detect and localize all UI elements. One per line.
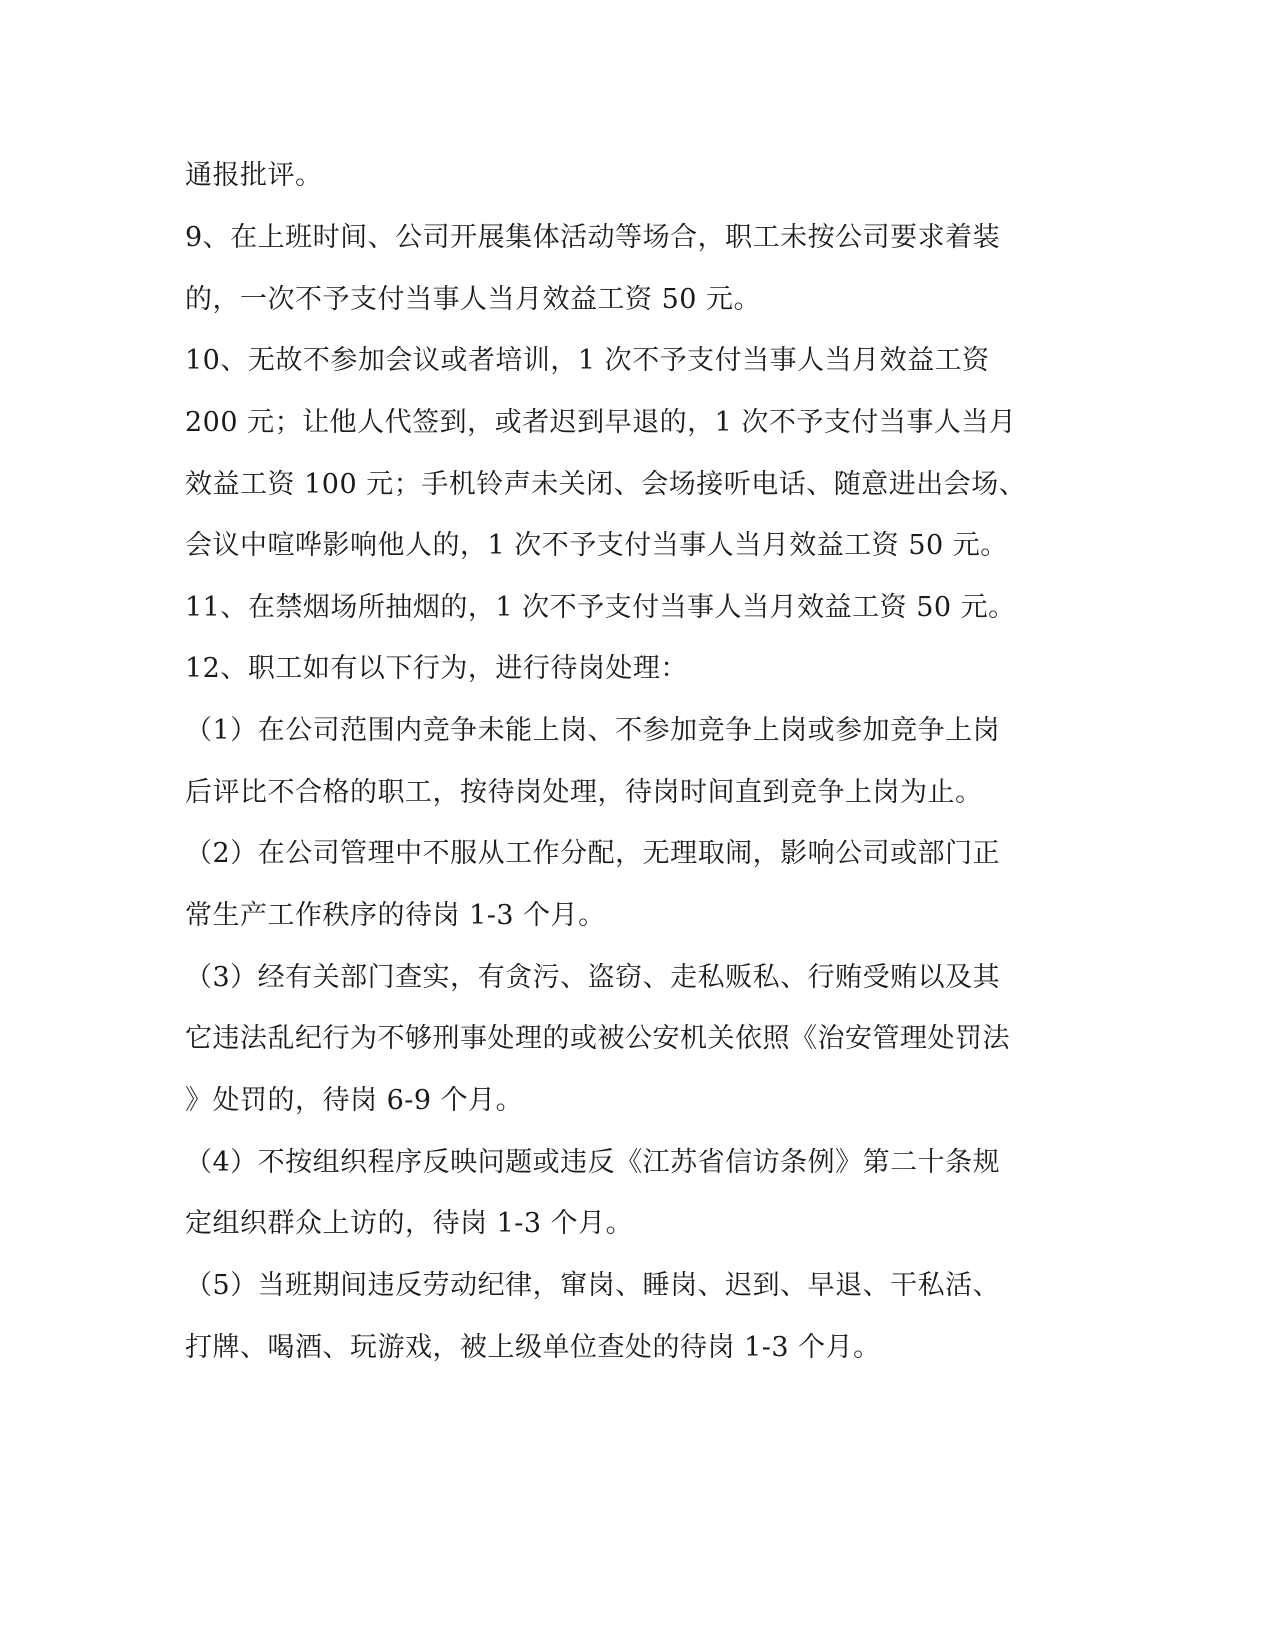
text-line: 通报批评。 [185, 160, 323, 191]
text-line: 9、在上班时间、公司开展集体活动等场合，职工未按公司要求着装 [185, 222, 1001, 253]
text-line: 的，一次不予支付当事人当月效益工资 50 元。 [185, 284, 762, 315]
text-line: （4）不按组织程序反映问题或违反《江苏省信访条例》第二十条规 [185, 1147, 1001, 1178]
text-line: 打牌、喝酒、玩游戏，被上级单位查处的待岗 1-3 个月。 [185, 1332, 881, 1363]
text-line: （2）在公司管理中不服从工作分配，无理取闹，影响公司或部门正 [185, 838, 1001, 869]
text-line: 效益工资 100 元；手机铃声未关闭、会场接听电话、随意进出会场、 [185, 469, 1027, 500]
text-line: 它违法乱纪行为不够刑事处理的或被公安机关依照《治安管理处罚法 [185, 1023, 1010, 1054]
text-line: 会议中喧哗影响他人的，1 次不予支付当事人当月效益工资 50 元。 [185, 530, 1008, 561]
text-line: 后评比不合格的职工，按待岗处理，待岗时间直到竞争上岗为止。 [185, 777, 983, 808]
text-line: 11、在禁烟场所抽烟的，1 次不予支付当事人当月效益工资 50 元。 [185, 592, 1016, 623]
text-line: （3）经有关部门查实，有贪污、盗窃、走私贩私、行贿受贿以及其 [185, 962, 1001, 993]
text-line: （1）在公司范围内竞争未能上岗、不参加竞争上岗或参加竞争上岗 [185, 715, 1001, 746]
text-line: 12、职工如有以下行为，进行待岗处理： [185, 653, 688, 684]
text-line: （5）当班期间违反劳动纪律，窜岗、睡岗、迟到、早退、干私活、 [185, 1270, 1001, 1301]
text-line: 》处罚的，待岗 6-9 个月。 [185, 1085, 524, 1116]
text-line: 200 元；让他人代签到，或者迟到早退的，1 次不予支付当事人当月 [185, 407, 1017, 438]
text-line: 常生产工作秩序的待岗 1-3 个月。 [185, 900, 606, 931]
text-line: 10、无故不参加会议或者培训，1 次不予支付当事人当月效益工资 [185, 345, 990, 376]
text-line: 定组织群众上访的，待岗 1-3 个月。 [185, 1208, 634, 1239]
